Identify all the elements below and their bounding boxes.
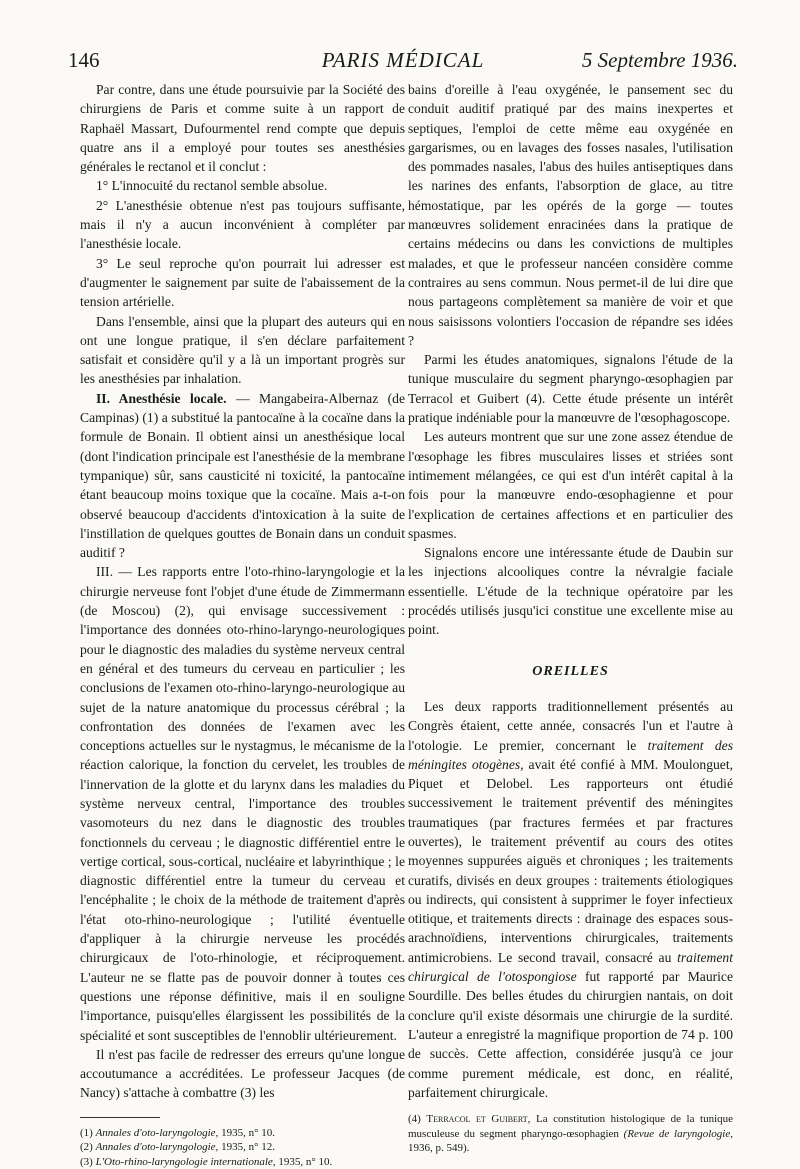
footnote-number: (3) xyxy=(80,1155,93,1168)
paragraph-anesthesie-locale xyxy=(80,389,405,563)
footnote-number: (2) xyxy=(80,1141,93,1154)
paragraph-text: Les deux rapports traditionnellement présentés au Congrès étaient, cette année, consacrés l'un et l'autre à l'otologie. Le premier, concernant le xyxy=(408,698,733,753)
footnote-authors: Terracol et Guibert, xyxy=(426,1113,531,1126)
paragraph: Par contre, dans une étude poursuivie par la Société des chirurgiens de Paris et comme suite à un rapport de Raphaël Massart, Dufourmentel rend compte que depuis quatre ans il a employé pour toutes ses anesthésies générales le rectanol et il conclut : xyxy=(80,82,405,175)
paragraph-oreilles xyxy=(408,697,733,1102)
footnote-ref: 1935, n° 10. xyxy=(218,1126,275,1139)
paragraph: 2° L'anesthésie obtenue n'est pas toujours suffisante, mais il n'y a aucun inconvénient à compléter par l'anesthésie locale. xyxy=(80,197,405,252)
footnote-number: (1) xyxy=(80,1126,93,1139)
page-number: 146 xyxy=(68,48,100,72)
paragraph-text: — Mangabeira-Albernaz (de Campinas) (1) a substitué la pantocaïne à la cocaïne dans la formule de Bonain. Il obtient ainsi un anesthésique local (dont l'indication principale est l'anesthésie de la membrane tympanique) sûr, sans causticité ni toxicité, la pantocaïne étant beaucoup moins toxique que la cocaïne. Mais a-t-on observé beaucoup d'accidents d'intoxication à la suite de l'instillation de quelques gouttes de Bonain dans un conduit auditif ? xyxy=(80,390,406,561)
section-heading: II. Anesthésie locale. xyxy=(96,390,227,406)
paragraph: III. — Les rapports entre l'oto-rhino-laryngologie et la chirurgie nerveuse font l'objet d'une étude de Zimmermann (de Moscou) (2), qui envisage successivement : l'importance des données oto-rhino-laryngo-neurologiques pour le diagnostic des maladies du système nerveux central en général et des tumeurs du cerveau en particulier ; les conclusions de l'examen oto-rhino-laryngo-neurologique au sujet de la nature anatomique du processus cérébral ; la confrontation des données de l'examen avec les conceptions actuelles sur le nystagmus, le mécanisme de la réaction calorique, la fonction du cervelet, les troubles de l'innervation de la glotte et du larynx dans les maladies du système nerveux central, l'importance des troubles vasomoteurs du nez dans le diagnostic des troubles fonctionnels du cerveau ; le diagnostic différentiel entre le vertige cortical, sous-cortical, nucléaire et labyrinthique ; le diagnostic différentiel entre la tumeur du cerveau et l'encéphalite ; le choix de la méthode de traitement d'après l'état oto-rhino-neurologique ; l'utilité éventuelle d'appliquer à la chirurgie nerveuse les procédés chirurgicaux de l'oto-rhinologie, et réciproquement. L'auteur ne se flatte pas de pouvoir donner à toutes ces questions une réponse définitive, mais il en souligne l'importance, puisqu'elles élargissent les possibilités de la spécialité et sont susceptibles de l'ennoblir ultérieurement. xyxy=(80,564,405,1043)
paragraph: 1° L'innocuité du rectanol semble absolue. xyxy=(96,178,328,194)
paragraph-text: avait été confié à MM. Moulonguet, Piquet et Delobel. Les rapporteurs ont étudié successivement le traitement préventif des méningites traumatiques (par fractures fermées et par fractures ouvertes), le traitement préventif au cours des otites moyennes suppurées aiguës et chroniques ; les traitements curatifs, divisés en deux groupes : traitements étiologiques ou indirects, qui consistent à supprimer le foyer infectieux otitique, et traitements directs : drainage des espaces sous-arachnoïdiens, interventions chirurgicales, traitements antimicrobiens. Le second travail, consacré au xyxy=(408,756,734,965)
footnote xyxy=(408,1112,733,1156)
issue-date: 5 Septembre 1936. xyxy=(581,48,738,72)
footnotes xyxy=(408,1112,733,1156)
footnote-source: (Revue de laryngologie, xyxy=(623,1127,733,1140)
footnote-text: La constitution histologique de la tunique musculeuse du segment pharyngo-œsophagien xyxy=(408,1113,734,1140)
footnote-divider xyxy=(80,1117,160,1118)
page-header xyxy=(68,48,738,78)
footnotes xyxy=(80,1126,405,1169)
footnote xyxy=(80,1140,405,1155)
footnote xyxy=(80,1155,405,1169)
paragraph: Signalons encore une intéressante étude de Daubin sur les injections alcooliques contre la névralgie faciale essentielle. L'étude de la technique opératoire par les procédés utilisés jusqu'ici constitue une excellente mise au point. xyxy=(408,545,733,638)
paragraph: Parmi les études anatomiques, signalons l'étude de la tunique musculaire du segment pharyngo-œsophagien par Terracol et Guibert (4). Cette étude présente un intérêt pratique indéniable pour la manœuvre de l'œsophagoscope. xyxy=(408,352,733,426)
italic-title: traitement des méningites otogènes, xyxy=(408,737,733,772)
footnote-source: Annales d'oto-laryngologie, xyxy=(95,1126,219,1139)
section-title-oreilles: OREILLES xyxy=(532,663,609,679)
footnote-source: L'Oto-rhino-laryngologie internationale, xyxy=(95,1155,276,1168)
paragraph: Dans l'ensemble, ainsi que la plupart des auteurs qui en ont une longue pratique, il s'en déclare parfaitement satisfait et considère qu'il y a là un important progrès sur les anesthésies par inhalation. xyxy=(80,313,405,387)
journal-title: PARIS MÉDICAL xyxy=(321,48,485,72)
italic-title: traitement chirurgical de l'otospongiose xyxy=(408,949,733,985)
right-column xyxy=(408,80,733,1156)
footnote-source: Annales d'oto-laryngologie, xyxy=(95,1141,219,1154)
footnote-ref: 1936, p. 549). xyxy=(408,1142,470,1155)
footnote-ref: 1935, n° 12. xyxy=(218,1141,275,1154)
paragraph-text: fut rapporté par Maurice Sourdille. Des belles études du chirurgien nantais, on doit conclure qu'il existe désormais une chirurgie de la surdité. L'auteur a enregistré la magnifique proportion de 74 p. 100 de succès. Cette affection, considérée jusqu'à ce jour comme purement médicale, est donc, en réalité, parfaitement chirurgicale. xyxy=(408,969,733,1100)
footnote-ref: 1935, n° 10. xyxy=(275,1155,333,1168)
paragraph: 3° Le seul reproche qu'on pourrait lui adresser est d'augmenter le saignement par suite de l'abaissement de la tension artérielle. xyxy=(80,255,405,310)
left-column xyxy=(80,80,405,1169)
paragraph: Les auteurs montrent que sur une zone assez étendue de l'œsophage les fibres musculaires lisses et striées sont intimement mélangées, ce qui est d'un intérêt capital à la fois pour la manœuvre endo-œsophagienne et pour l'explication de certaines affections et en particulier des spasmes. xyxy=(408,429,733,541)
paragraph: bains d'oreille à l'eau oxygénée, le pansement sec du conduit auditif pratiqué par des mains inexpertes et septiques, l'emploi de cette même eau oxygénée en gargarismes, ou en lavages des fosses nasales, l'utilisation des pommades nasales, l'abus des huiles antiseptiques dans les narines des enfants, l'absorption de glace, au titre hémostatique, par les opérés de la gorge — toutes manœuvres solidement enracinées dans la pratique de certains médecins ou dans les convictions de multiples malades, et que le professeur nancéen considère comme contraires au sens commun. Nous permet-il de lui dire que nous partageons complètement sa manière de voir et que nous saisissons volontiers l'occasion de répandre ses idées ? xyxy=(408,82,733,348)
paragraph: Il n'est pas facile de redresser des erreurs qu'une longue accoutumance a accréditées. Le professeur Jacques (de Nancy) s'attache à combattre (3) les xyxy=(80,1046,405,1101)
footnote xyxy=(80,1126,405,1141)
footnote-number: (4) xyxy=(408,1113,421,1126)
